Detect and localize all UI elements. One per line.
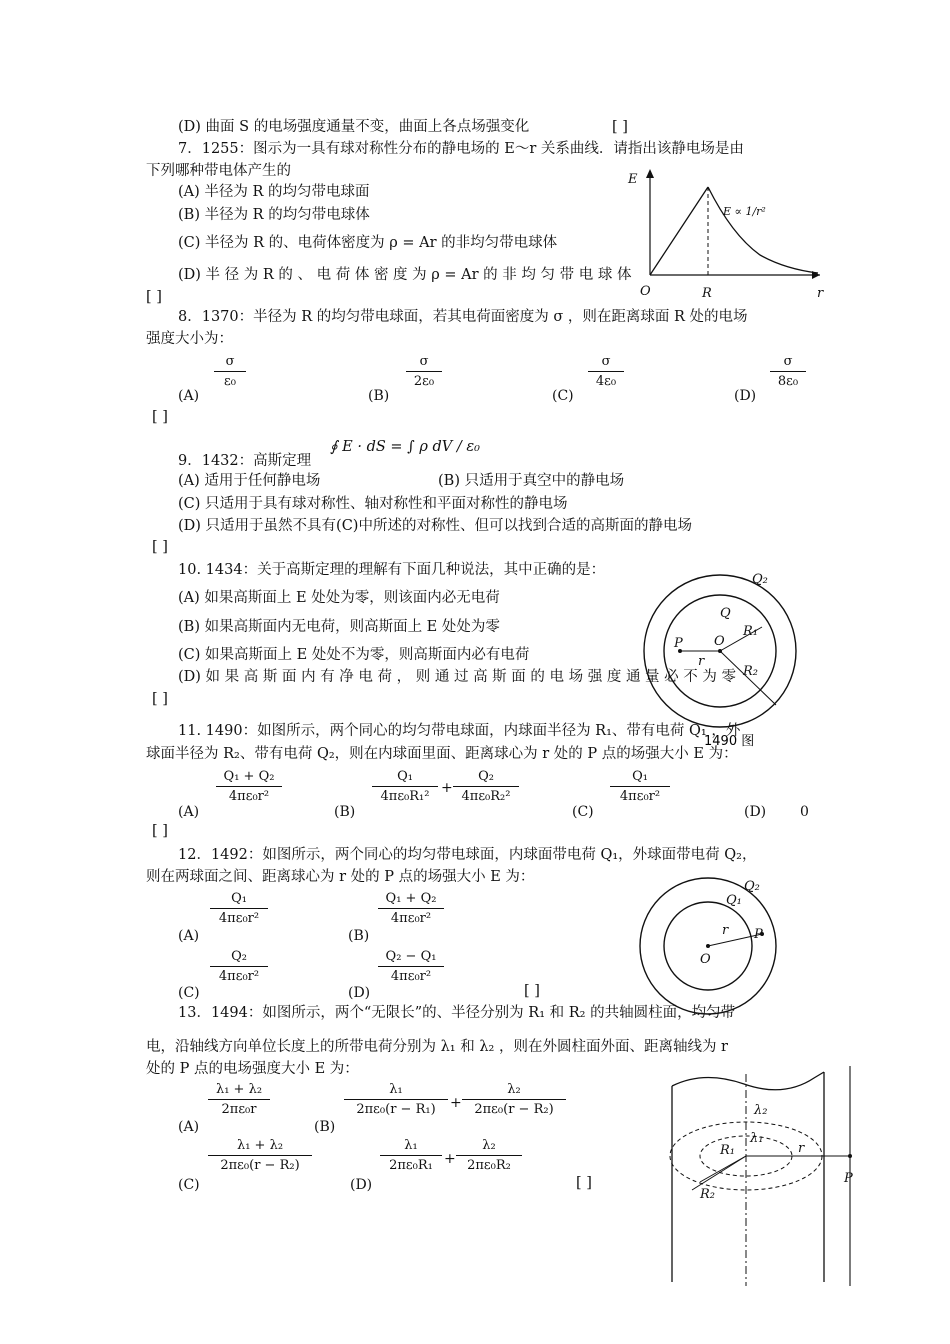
- q11-stem-cont: 球面半径为 R₂、带有电荷 Q₂，则在内球面里面、距离球心为 r 处的 P 点的场强大小 E 为：: [146, 746, 738, 762]
- denominator: 4πε₀r²: [228, 789, 270, 804]
- denominator: 4πε₀r²: [218, 911, 260, 926]
- q10-answer-bracket: [ ]: [152, 691, 168, 707]
- q12-stem: 12．1492：如图所示，两个同心的均匀带电球面，内球面带电荷 Q₁，外球面带电荷 Q₂，: [178, 847, 757, 863]
- concentric-spheres-figure-1492: [636, 870, 786, 1020]
- field-law-label: E ∝ 1/r²: [723, 205, 766, 218]
- q12-option-a-label: (A): [178, 928, 200, 944]
- denominator: 4ε₀: [595, 374, 617, 389]
- q7-option-a: (A) 半径为 R 的均匀带电球面: [178, 184, 370, 200]
- numerator: λ₂: [462, 1082, 566, 1100]
- q12-option-b-label: (B): [348, 928, 370, 944]
- q11-option-c-label: (C): [572, 804, 594, 820]
- numerator: λ₁: [344, 1082, 448, 1100]
- point-p-label: P: [844, 1171, 853, 1186]
- q11-option-b-fraction-2: [453, 769, 519, 804]
- denominator: 4πε₀r²: [390, 969, 432, 984]
- q1-label: Q₁: [726, 893, 742, 908]
- q2-label: Q₂: [752, 572, 768, 587]
- distance-r-label: r: [798, 1141, 805, 1156]
- denominator: 2πε₀R₂: [467, 1158, 511, 1173]
- q13-option-c-label: (C): [178, 1177, 200, 1193]
- q9-stem: 9．1432：高斯定理: [178, 453, 312, 469]
- q12-option-c-label: (C): [178, 985, 200, 1001]
- q10-option-a: (A) 如果高斯面上 E 处处为零，则该面内必无电荷: [178, 590, 500, 606]
- q13-option-b-label: (B): [314, 1119, 336, 1135]
- e-r-graph: [620, 165, 830, 300]
- q13-option-b-fraction-1: [344, 1082, 448, 1117]
- q11-stem: 11. 1490：如图所示，两个同心的均匀带电球面，内球面半径为 R₁、带有电荷 Q₁ ，外: [178, 723, 741, 739]
- q13-option-d-fraction-2: [456, 1138, 522, 1173]
- numerator: λ₂: [456, 1138, 522, 1156]
- denominator: 4πε₀R₁²: [380, 789, 430, 804]
- point-p-label: P: [674, 636, 683, 651]
- numerator: Q₁: [610, 769, 670, 787]
- numerator: λ₁ + λ₂: [208, 1082, 270, 1100]
- radius-label: R: [702, 286, 712, 300]
- axis-label-r: r: [817, 286, 824, 300]
- q11-option-b-label: (B): [334, 804, 356, 820]
- numerator: σ: [406, 354, 442, 372]
- coaxial-cylinders-figure: [664, 1064, 864, 1289]
- numerator: Q₂ − Q₁: [378, 949, 444, 967]
- denominator: 4πε₀r²: [218, 969, 260, 984]
- q11-option-a-fraction: [216, 769, 282, 804]
- r1-label: R₁: [743, 624, 758, 639]
- q13-option-d-label: (D): [350, 1177, 373, 1193]
- numerator: λ₁: [380, 1138, 442, 1156]
- q12-answer-bracket: [ ]: [524, 983, 540, 999]
- q7-stem: 7．1255：图示为一具有球对称性分布的静电场的 E～r 关系曲线．请指出该静电场是由: [178, 141, 744, 157]
- q12-option-d-label: (D): [348, 985, 371, 1001]
- q13-answer-bracket: [ ]: [576, 1175, 592, 1191]
- q12-option-a-fraction: [210, 891, 268, 926]
- q8-option-d-label: (D): [734, 388, 757, 404]
- center-o-label: O: [700, 952, 711, 967]
- q9-option-c: (C) 只适用于具有球对称性、轴对称性和平面对称性的静电场: [178, 496, 568, 512]
- q11-option-a-label: (A): [178, 804, 200, 820]
- q9-answer-bracket: [ ]: [152, 539, 168, 555]
- numerator: Q₂: [453, 769, 519, 787]
- origin-label: O: [640, 284, 651, 299]
- q13-option-d-fraction-1: [380, 1138, 442, 1173]
- q8-stem: 8．1370：半径为 R 的均匀带电球面，若其电荷面密度为 σ ，则在距离球面 R 处的电场: [178, 309, 748, 325]
- denominator: 2ε₀: [413, 374, 435, 389]
- figure-caption: 1490 图: [704, 734, 755, 749]
- r1-label: R₁: [720, 1143, 735, 1158]
- q9-option-b: (B) 只适用于真空中的静电场: [438, 473, 625, 489]
- denominator: 2πε₀(r − R₂): [474, 1102, 554, 1117]
- axis-label-e: E: [628, 172, 638, 187]
- q10-stem: 10. 1434：关于高斯定理的理解有下面几种说法，其中正确的是：: [178, 562, 606, 578]
- numerator: σ: [770, 354, 806, 372]
- q11-option-b-fraction-1: [372, 769, 438, 804]
- q13-stem: 13．1494：如图所示，两个“无限长”的、半径分别为 R₁ 和 R₂ 的共轴圆柱面，均匀带: [178, 1005, 736, 1021]
- denominator: 4πε₀r²: [390, 911, 432, 926]
- q10-option-d: (D) 如 果 高 斯 面 内 有 净 电 荷 ， 则 通 过 高 斯 面 的 电 场 强 度 通 量 必 不 为 零: [178, 669, 736, 685]
- numerator: Q₁ + Q₂: [378, 891, 444, 909]
- denominator: 2πε₀r: [221, 1102, 257, 1117]
- denominator: ε₀: [224, 374, 236, 389]
- q11-option-d-label: (D): [744, 804, 767, 820]
- q8-option-a-label: (A): [178, 388, 200, 404]
- numerator: Q₂: [210, 949, 268, 967]
- q13-option-a-label: (A): [178, 1119, 200, 1135]
- q10-option-b: (B) 如果高斯面内无电荷，则高斯面上 E 处处为零: [178, 619, 500, 635]
- lambda1-label: λ₁: [750, 1131, 764, 1146]
- q8-option-c-label: (C): [552, 388, 574, 404]
- r2-label: R₂: [700, 1187, 715, 1202]
- q7-option-b: (B) 半径为 R 的均匀带电球体: [178, 207, 370, 223]
- q7-stem-cont: 下列哪种带电体产生的: [146, 163, 291, 179]
- q13-stem-cont: 电，沿轴线方向单位长度上的所带电荷分别为 λ₁ 和 λ₂ ，则在外圆柱面外面、距离轴线为 r: [146, 1039, 728, 1055]
- q7-option-d: (D) 半 径 为 R 的 、 电 荷 体 密 度 为 ρ = Ar 的 非 均 匀 带 电 球 体: [178, 267, 632, 283]
- denominator: 8ε₀: [777, 374, 799, 389]
- q7-option-c: (C) 半径为 R 的、电荷体密度为 ρ = Ar 的非均匀带电球体: [178, 235, 558, 251]
- q8-option-d-fraction: [770, 354, 806, 389]
- q8-option-a-fraction: [214, 354, 246, 389]
- lambda2-label: λ₂: [754, 1103, 768, 1118]
- q11-answer-bracket: [ ]: [152, 823, 168, 839]
- plus-sign: +: [441, 780, 453, 796]
- q6-answer-bracket: [ ]: [612, 119, 628, 135]
- q11-option-d-value: 0: [800, 804, 809, 820]
- distance-r-label: r: [698, 654, 705, 669]
- center-o-label: O: [714, 634, 725, 649]
- q1-label: Q: [720, 606, 731, 621]
- distance-r-label: r: [722, 923, 729, 938]
- q12-option-b-fraction: [378, 891, 444, 926]
- q9-option-d: (D) 只适用于虽然不具有(C)中所述的对称性、但可以找到合适的高斯面的静电场: [178, 518, 692, 534]
- q13-option-a-fraction: [208, 1082, 270, 1117]
- denominator: 4πε₀r²: [619, 789, 661, 804]
- denominator: 2πε₀R₁: [389, 1158, 433, 1173]
- q9-option-a: (A) 适用于任何静电场: [178, 473, 321, 489]
- denominator: 2πε₀(r − R₂): [220, 1158, 300, 1173]
- q13-option-c-fraction: [208, 1138, 312, 1173]
- q6-option-d: (D) 曲面 S 的电场强度通量不变，曲面上各点场强变化: [178, 119, 530, 135]
- plus-sign: +: [450, 1095, 462, 1111]
- q12-stem-cont: 则在两球面之间、距离球心为 r 处的 P 点的场强大小 E 为：: [146, 869, 535, 885]
- q12-option-c-fraction: [210, 949, 268, 984]
- denominator: 4πε₀R₂²: [461, 789, 511, 804]
- point-p-label: P: [754, 927, 763, 942]
- q12-option-d-fraction: [378, 949, 444, 984]
- numerator: Q₁ + Q₂: [216, 769, 282, 787]
- q8-option-b-label: (B): [368, 388, 390, 404]
- q13-stem-cont-2: 处的 P 点的电场强度大小 E 为：: [146, 1061, 359, 1077]
- numerator: σ: [214, 354, 246, 372]
- q8-option-c-fraction: [588, 354, 624, 389]
- plus-sign: +: [444, 1151, 456, 1167]
- q8-stem-cont: 强度大小为：: [146, 331, 233, 347]
- numerator: Q₁: [372, 769, 438, 787]
- gauss-law-formula: ∮ E · dS = ∫ ρ dV / ε₀: [330, 439, 480, 455]
- q8-answer-bracket: [ ]: [152, 409, 168, 425]
- q11-option-c-fraction: [610, 769, 670, 804]
- q13-option-b-fraction-2: [462, 1082, 566, 1117]
- q10-option-c: (C) 如果高斯面上 E 处处不为零，则高斯面内必有电荷: [178, 647, 530, 663]
- numerator: σ: [588, 354, 624, 372]
- q2-label: Q₂: [744, 879, 760, 894]
- r2-label: R₂: [743, 664, 758, 679]
- numerator: λ₁ + λ₂: [208, 1138, 312, 1156]
- numerator: Q₁: [210, 891, 268, 909]
- denominator: 2πε₀(r − R₁): [356, 1102, 436, 1117]
- q7-answer-bracket: [ ]: [146, 289, 162, 305]
- q8-option-b-fraction: [406, 354, 442, 389]
